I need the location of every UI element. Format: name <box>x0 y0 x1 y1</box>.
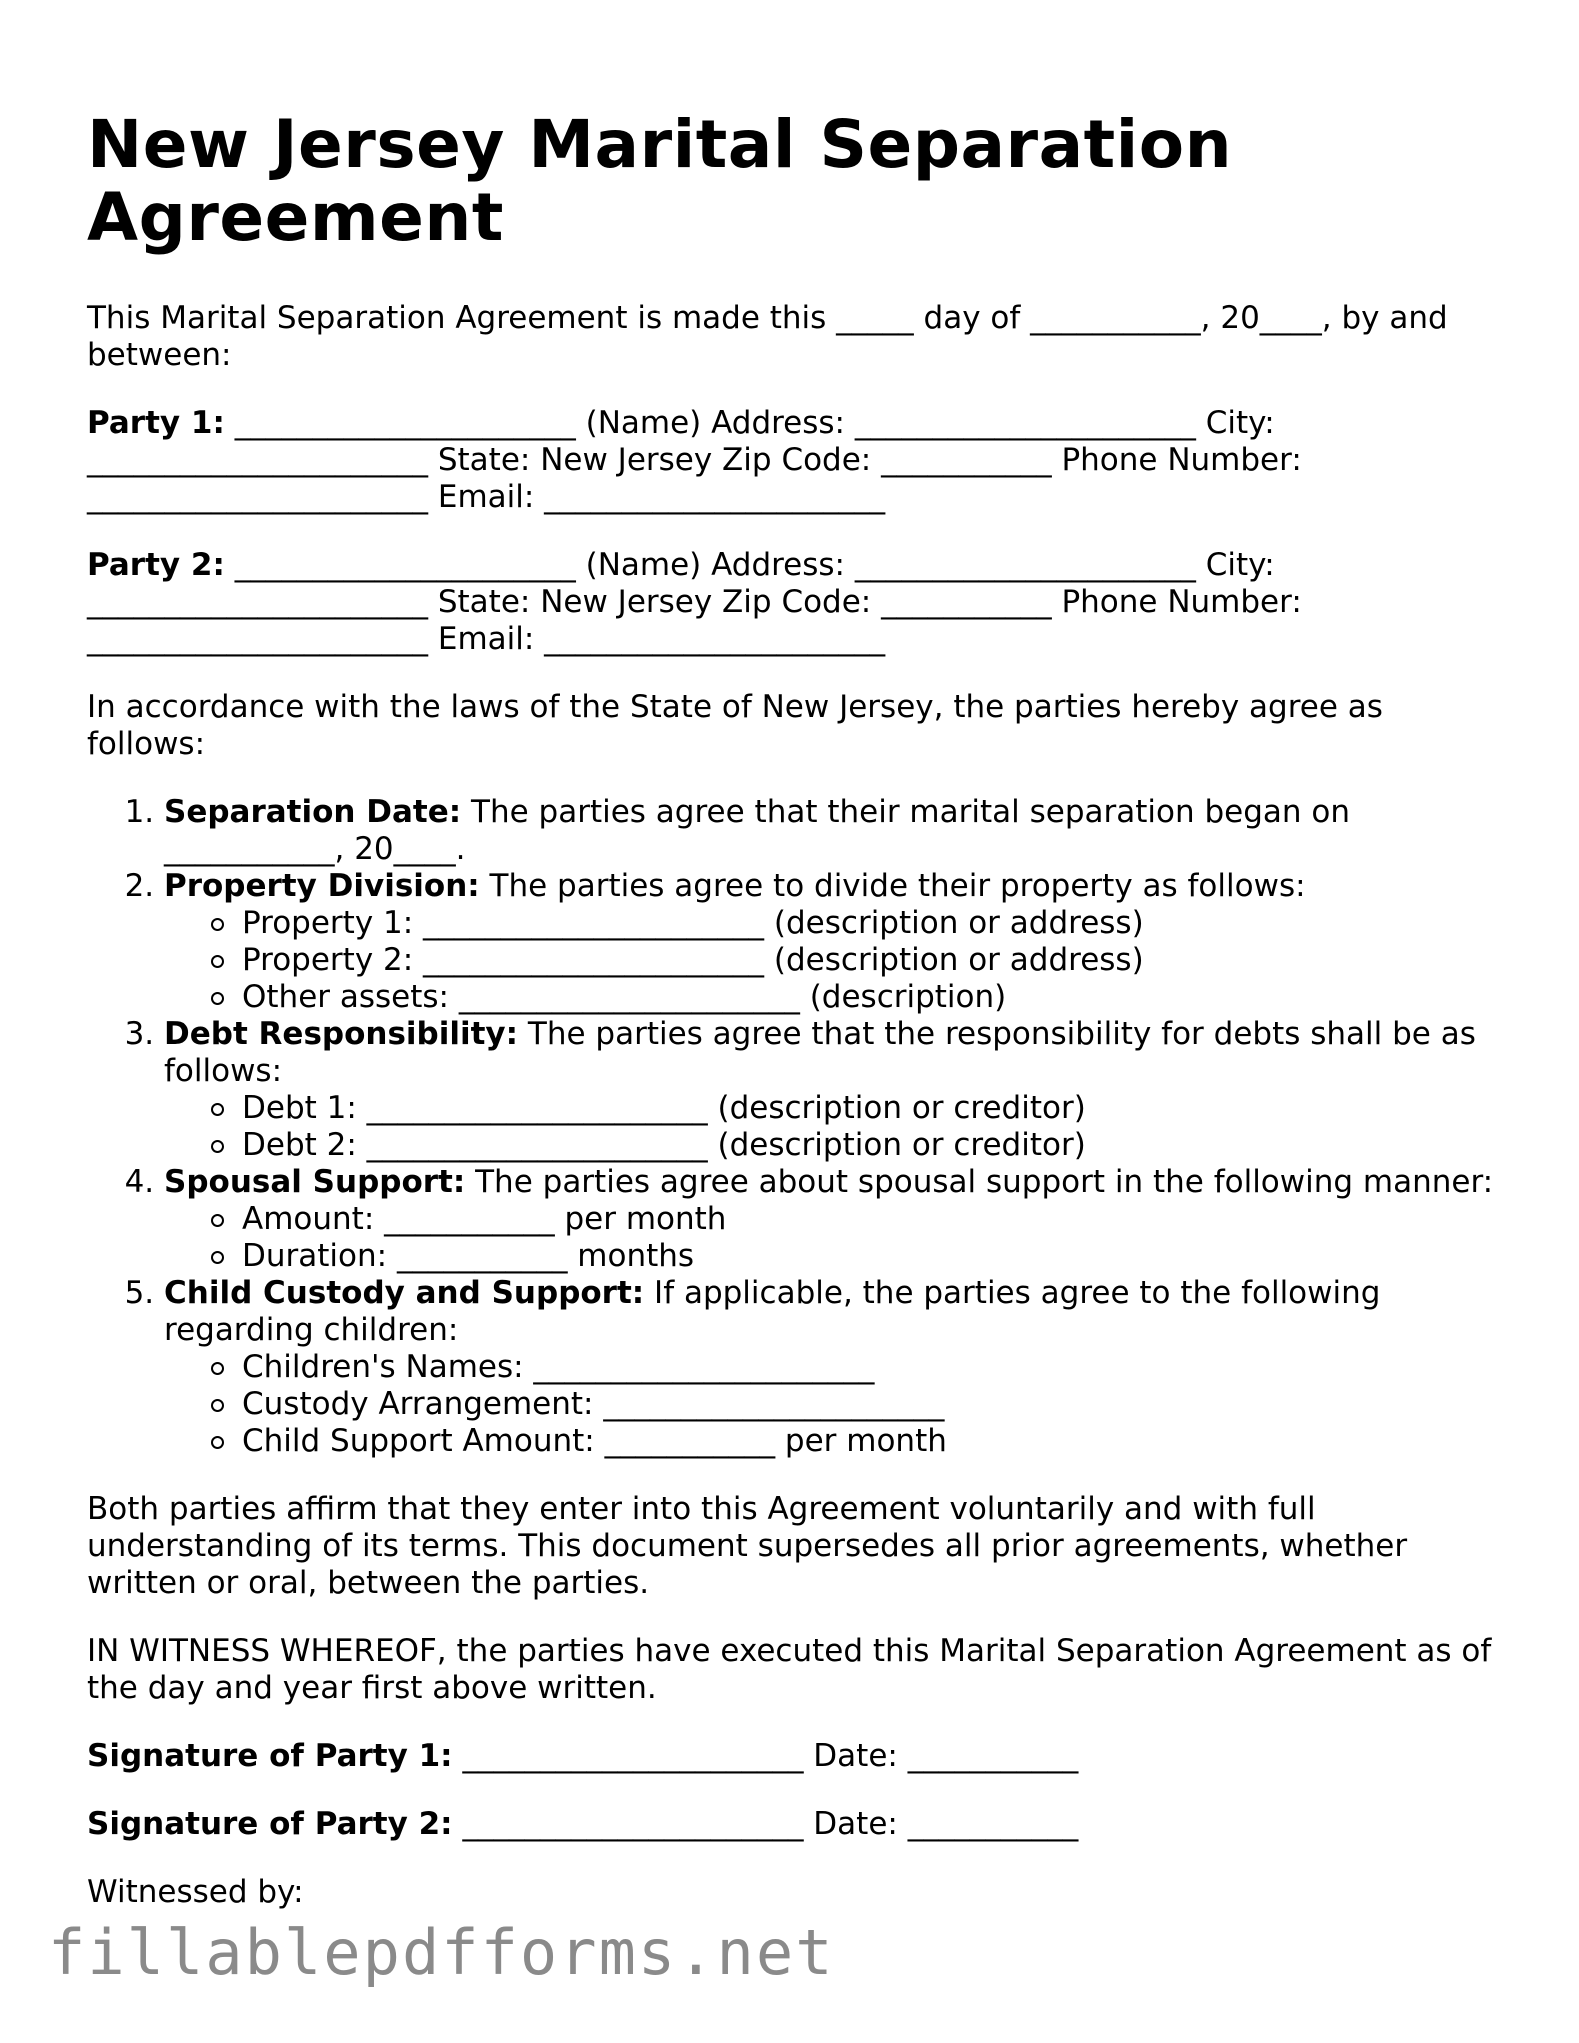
term-child-custody <box>164 1275 1507 1460</box>
signature-party-2 <box>87 1806 1507 1843</box>
party-1-details: ______________________ (Name) Address: ______________________ City: ______________________ State: New Jersey Zip Code: ___________ Phone Number: ______________________ Email: ______________________ <box>87 405 1302 515</box>
document-page <box>87 108 1507 1942</box>
document-title: New Jersey Marital Separation Agreement <box>87 106 1233 256</box>
debt-sublist <box>164 1090 1507 1164</box>
signature-label: Signature of Party 1: <box>87 1738 453 1774</box>
term-text: The parties agree that the responsibility for debts shall be as follows: <box>164 1016 1476 1089</box>
term-separation-date <box>164 794 1507 868</box>
signature-label: Signature of Party 2: <box>87 1806 453 1842</box>
party-1-label: Party 1: <box>87 405 225 441</box>
party-1-block <box>87 405 1507 516</box>
terms-list <box>87 794 1507 1460</box>
term-debt-responsibility <box>164 1016 1507 1164</box>
list-item: Other assets: ______________________ (description) <box>242 979 1507 1016</box>
party-2-details: ______________________ (Name) Address: ______________________ City: ______________________ State: New Jersey Zip Code: ___________ Phone Number: ______________________ Email: ______________________ <box>87 547 1302 657</box>
child-custody-sublist <box>164 1349 1507 1460</box>
list-item: Child Support Amount: ___________ per month <box>242 1423 1507 1460</box>
term-label: Debt Responsibility: <box>164 1016 519 1052</box>
term-text: The parties agree to divide their property as follows: <box>489 868 1306 904</box>
term-label: Spousal Support: <box>164 1164 466 1200</box>
list-item: Amount: ___________ per month <box>242 1201 1507 1238</box>
list-item: Children's Names: ______________________ <box>242 1349 1507 1386</box>
witnessed-by: Witnessed by: <box>87 1874 304 1910</box>
list-item: Debt 2: ______________________ (description or creditor) <box>242 1127 1507 1164</box>
term-property-division <box>164 868 1507 1016</box>
term-text: The parties agree about spousal support in the following manner: <box>475 1164 1494 1200</box>
list-item: Custody Arrangement: ______________________ <box>242 1386 1507 1423</box>
signature-line: ______________________ Date: ___________ <box>462 1806 1079 1842</box>
spousal-support-sublist <box>164 1201 1507 1275</box>
witness-whereof-paragraph: IN WITNESS WHEREOF, the parties have executed this Marital Separation Agreement as of the day and year first above written. <box>87 1633 1492 1706</box>
party-2-block <box>87 547 1507 658</box>
intro-paragraph: This Marital Separation Agreement is made this _____ day of ___________, 20____, by and between: <box>87 300 1448 373</box>
accordance-paragraph: In accordance with the laws of the State of New Jersey, the parties hereby agree as follows: <box>87 689 1383 762</box>
list-item: Duration: ___________ months <box>242 1238 1507 1275</box>
signature-party-1 <box>87 1738 1507 1775</box>
property-sublist <box>164 905 1507 1016</box>
term-spousal-support <box>164 1164 1507 1275</box>
term-label: Separation Date: <box>164 794 462 830</box>
affirmation-paragraph: Both parties affirm that they enter into this Agreement voluntarily and with full understanding of its terms. This document supersedes all prior agreements, whether written or oral, between the parties. <box>87 1491 1408 1601</box>
term-text: The parties agree that their marital separation began on ___________, 20____. <box>164 794 1351 867</box>
term-label: Property Division: <box>164 868 480 904</box>
term-label: Child Custody and Support: <box>164 1275 645 1311</box>
list-item: Property 2: ______________________ (description or address) <box>242 942 1507 979</box>
party-2-label: Party 2: <box>87 547 225 583</box>
signature-line: ______________________ Date: ___________ <box>462 1738 1079 1774</box>
list-item: Debt 1: ______________________ (description or creditor) <box>242 1090 1507 1127</box>
term-text: If applicable, the parties agree to the following regarding children: <box>164 1275 1381 1348</box>
list-item: Property 1: ______________________ (description or address) <box>242 905 1507 942</box>
watermark: fillablepdfforms.net <box>48 1916 835 1989</box>
